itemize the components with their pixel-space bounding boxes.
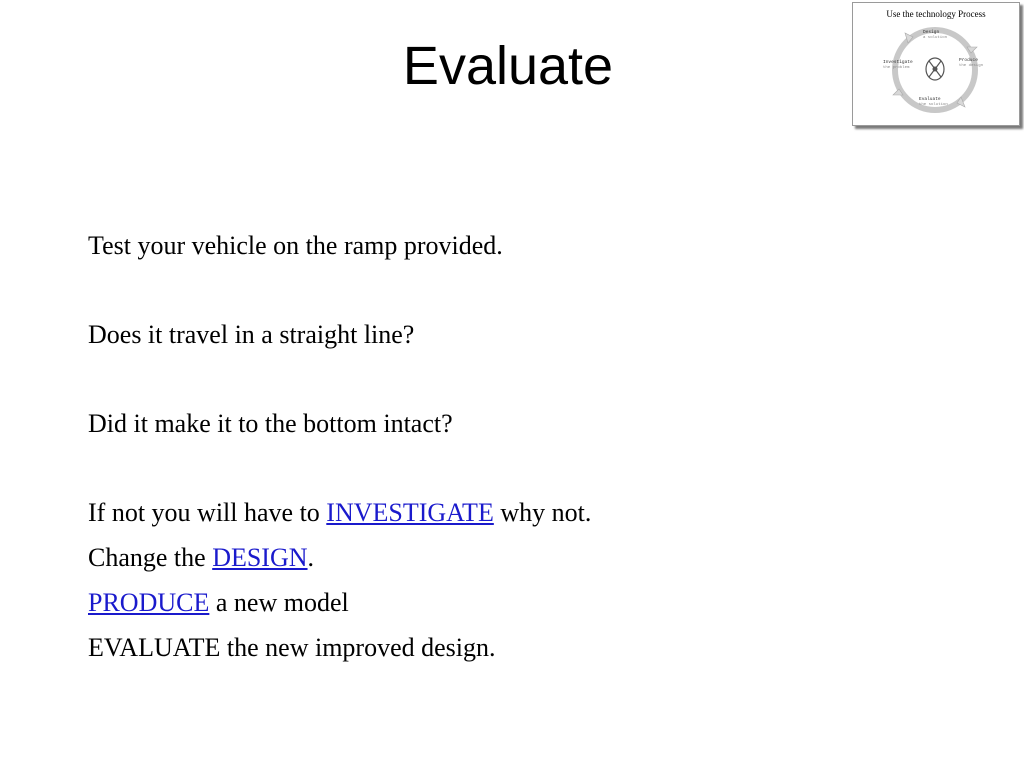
stage-label-design: Design <box>923 30 940 35</box>
svg-text:the design: the design <box>959 64 984 68</box>
thumbnail-title: Use the technology Process <box>886 9 986 19</box>
svg-text:the solution: the solution <box>919 103 948 107</box>
process-cycle-graphic <box>853 3 1019 125</box>
slide-title: Evaluate <box>402 36 614 96</box>
svg-text:the problem: the problem <box>883 66 910 70</box>
body-line-investigate: If not you will have to INVESTIGATE why not. <box>88 498 592 527</box>
svg-text:a solution: a solution <box>923 36 948 40</box>
body-line-evaluate: EVALUATE the new improved design. <box>88 633 496 662</box>
produce-link[interactable]: PRODUCE <box>88 588 210 617</box>
body-line-straight: Does it travel in a straight line? <box>88 320 415 349</box>
stage-label-produce: Produce <box>959 58 978 63</box>
stage-label-evaluate: Evaluate <box>919 97 941 102</box>
process-diagram-thumbnail <box>852 2 1020 126</box>
stage-label-investigate: Investigate <box>883 60 913 65</box>
body-line-design: Change the DESIGN. <box>88 543 315 572</box>
body-line-produce: PRODUCE a new model <box>88 588 349 617</box>
body-line-intact: Did it make it to the bottom intact? <box>88 409 453 438</box>
slide-body <box>88 223 988 670</box>
investigate-link[interactable]: INVESTIGATE <box>326 498 494 527</box>
design-link[interactable]: DESIGN <box>212 543 308 572</box>
technology-process-icon <box>926 58 944 80</box>
body-line-test: Test your vehicle on the ramp provided. <box>88 231 503 260</box>
